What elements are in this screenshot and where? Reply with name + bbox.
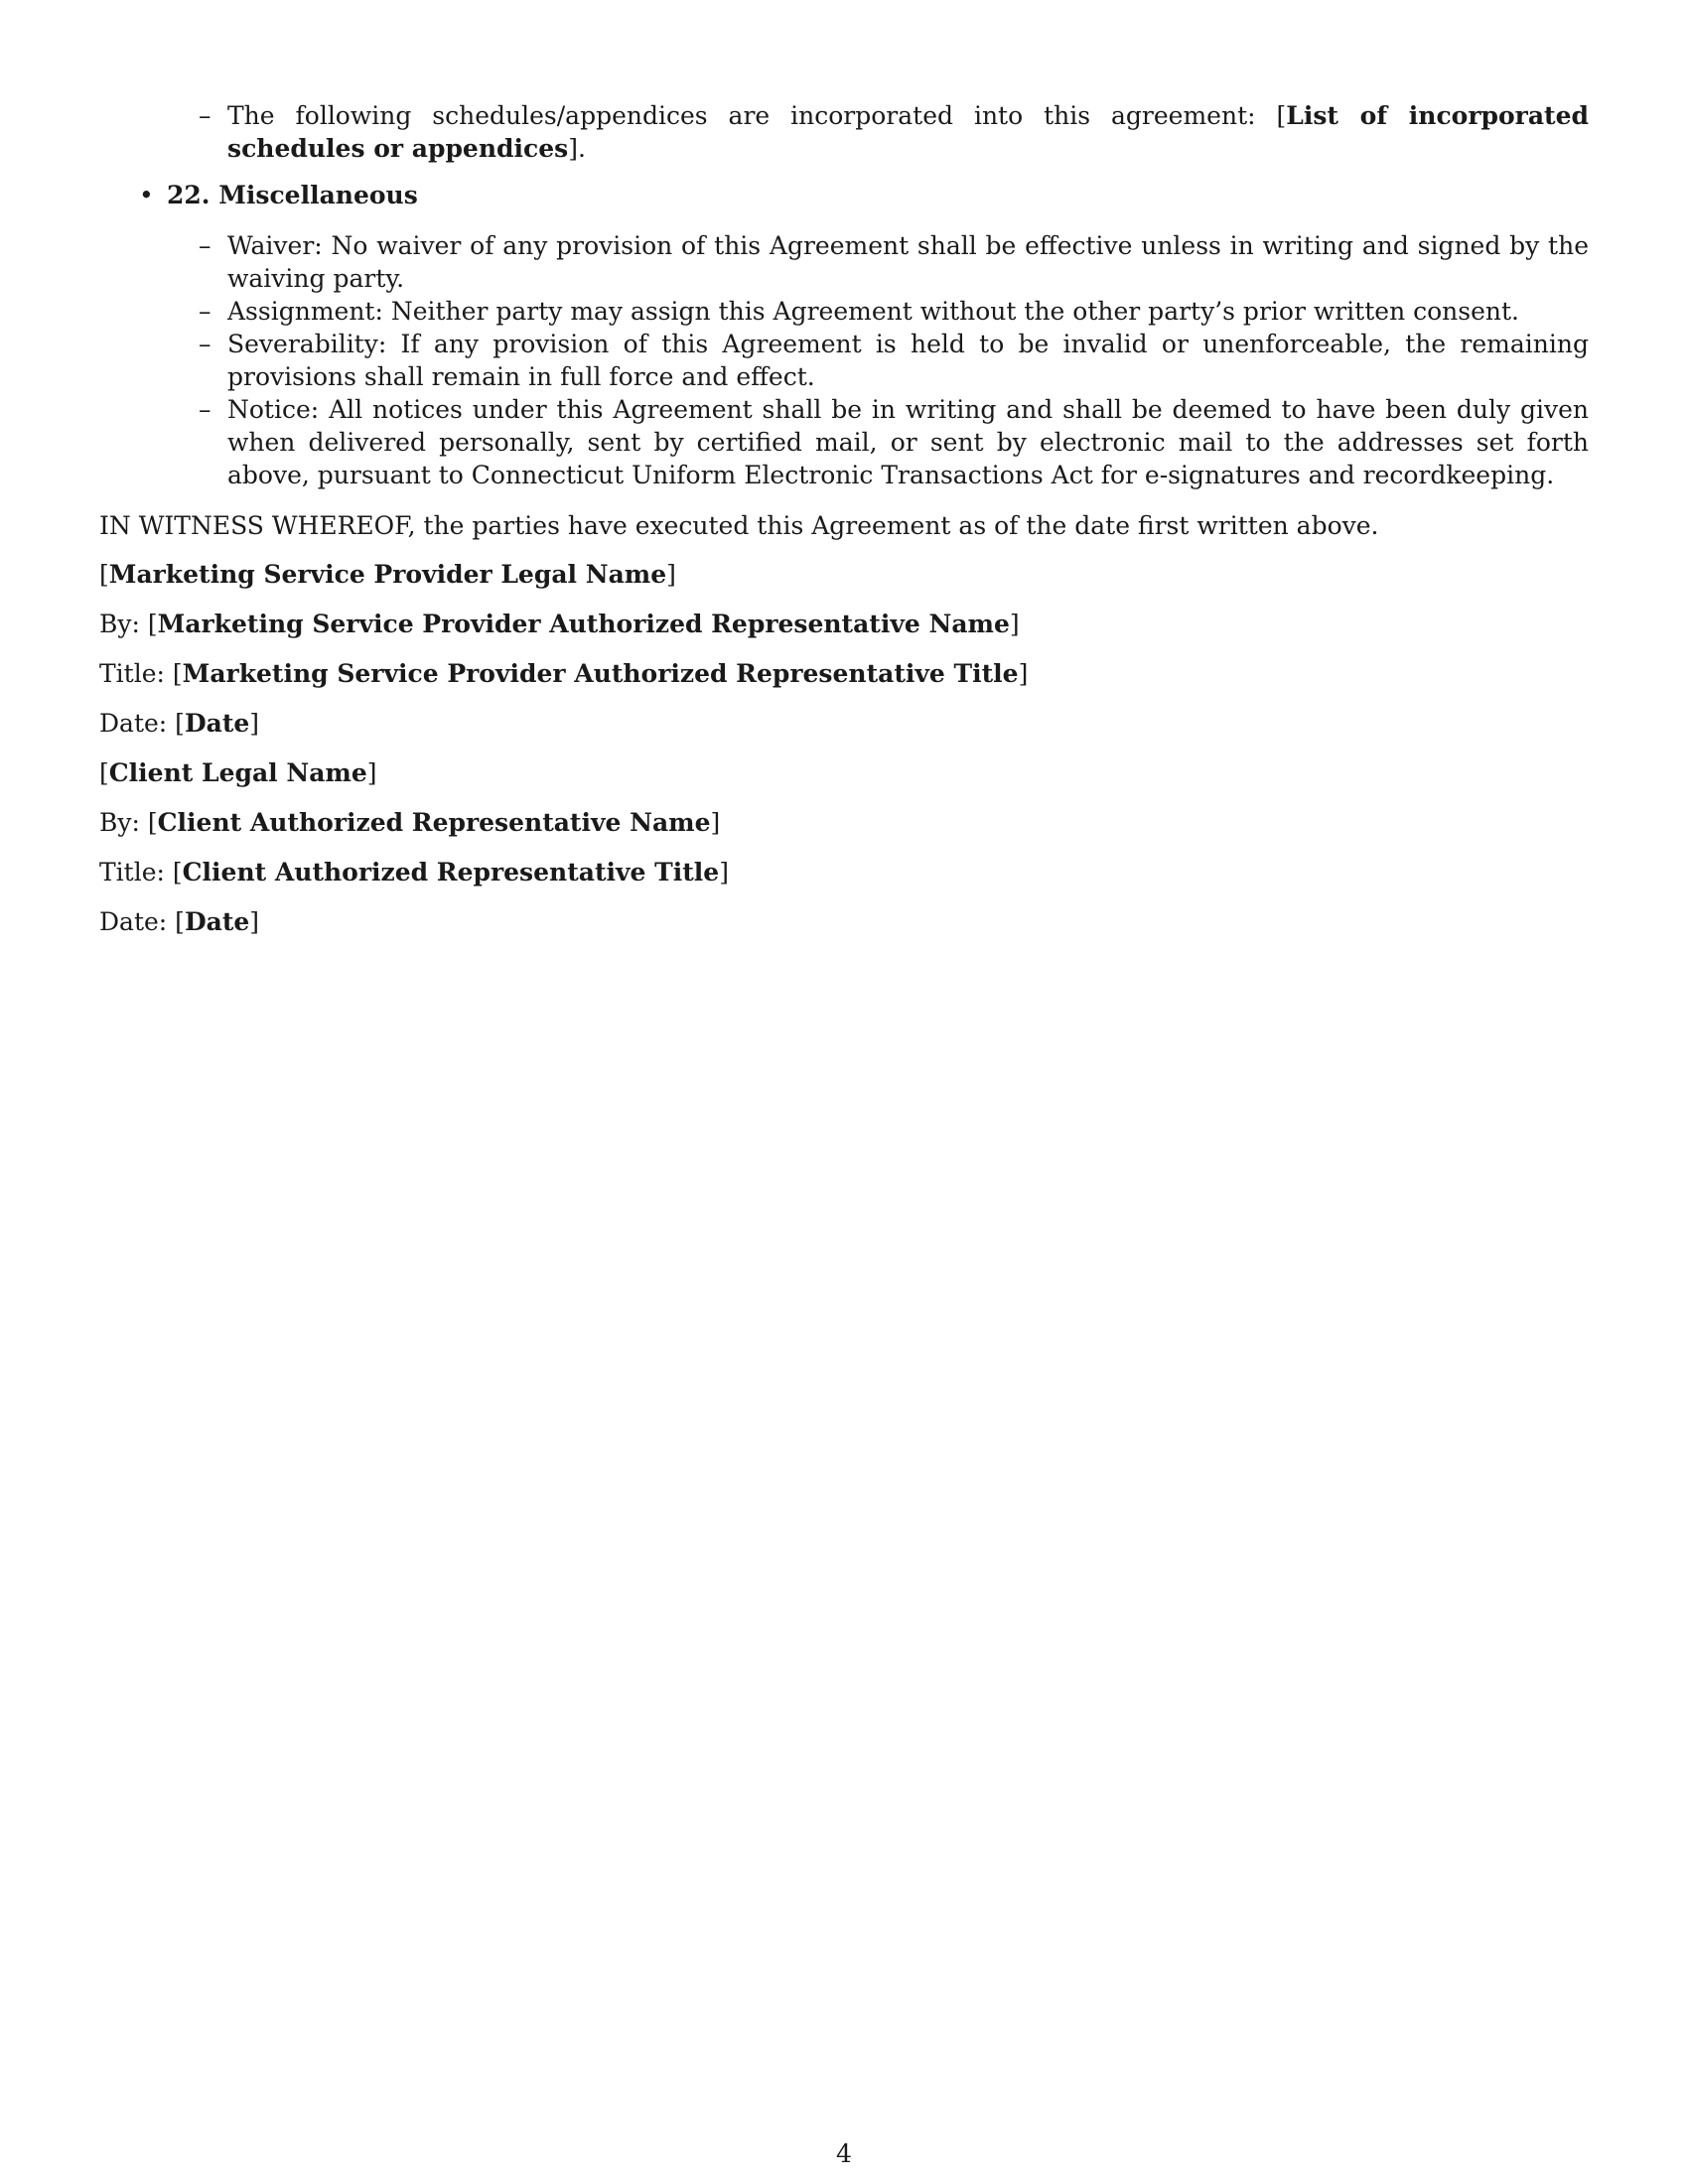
- provider-date: Date: [184, 709, 250, 738]
- client-legal-name-line: [99, 756, 1589, 789]
- close-bracket: ]: [366, 758, 377, 787]
- open-bracket: [: [99, 758, 109, 787]
- provider-legal-name-line: [99, 558, 1589, 591]
- incorporated-schedules-text: The following schedules/appendices are incorporated into this agreement:: [227, 101, 1277, 130]
- close-bracket: ]: [710, 808, 721, 837]
- dash-marker: –: [199, 297, 211, 326]
- miscellaneous-list: [99, 229, 1589, 491]
- list-item-notice: [99, 393, 1589, 491]
- provider-rep-name: Marketing Service Provider Authorized Representative Name: [157, 610, 1010, 638]
- date-label: Date:: [99, 709, 176, 738]
- close-bracket: ]: [1009, 610, 1020, 638]
- client-by-line: [99, 806, 1589, 839]
- open-bracket: [: [175, 907, 185, 936]
- dash-marker: –: [199, 330, 211, 358]
- open-bracket: [: [1276, 101, 1287, 130]
- provider-title-line: [99, 657, 1589, 690]
- list-item-waiver: [99, 229, 1589, 295]
- incorporated-schedules-item: [99, 99, 1589, 165]
- by-label: By:: [99, 610, 148, 638]
- close-bracket: ]: [249, 907, 260, 936]
- open-bracket: [: [172, 858, 183, 887]
- client-title-line: [99, 856, 1589, 888]
- provider-legal-name: Marketing Service Provider Legal Name: [108, 560, 667, 589]
- list-item-text: Assignment: Neither party may assign this Agreement without the other party’s prior written consent.: [227, 297, 1519, 326]
- title-label: Title:: [99, 659, 173, 688]
- list-item-text: Waiver: No waiver of any provision of this Agreement shall be effective unless in writing and signed by the waiving party.: [227, 231, 1589, 293]
- dash-marker: –: [199, 395, 211, 424]
- open-bracket: [: [147, 610, 158, 638]
- open-bracket: [: [175, 709, 185, 738]
- list-item-severability: [99, 328, 1589, 393]
- open-bracket: [: [147, 808, 158, 837]
- dash-marker: –: [199, 231, 211, 260]
- provider-by-line: [99, 608, 1589, 640]
- dash-marker: –: [199, 101, 211, 130]
- list-item-text: Severability: If any provision of this Agreement is held to be invalid or unenforceable, the remaining provisions shall remain in full force and effect.: [227, 330, 1589, 391]
- section-heading-text: 22. Miscellaneous: [167, 181, 418, 209]
- close-bracket: ]: [249, 709, 260, 738]
- client-rep-title: Client Authorized Representative Title: [182, 858, 720, 887]
- list-item-assignment: [99, 295, 1589, 328]
- list-item-text: Notice: All notices under this Agreement shall be in writing and shall be deemed to have been duly given when delivered personally, sent by certified mail, or sent by electronic mail to the addresses set forth above, pursuant to Connecticut Uniform Electronic Transactions Act for e-signatures and recordkeeping.: [227, 395, 1589, 489]
- incorporated-schedules-placeholder: List of incorporated schedules or appendices: [227, 101, 1589, 163]
- document-page: [99, 99, 1589, 2134]
- witness-statement: IN WITNESS WHEREOF, the parties have executed this Agreement as of the date first written above.: [99, 511, 1379, 540]
- by-label: By:: [99, 808, 148, 837]
- client-legal-name: Client Legal Name: [108, 758, 367, 787]
- provider-date-line: [99, 707, 1589, 740]
- open-bracket: [: [172, 659, 183, 688]
- client-rep-name: Client Authorized Representative Name: [157, 808, 711, 837]
- section-miscellaneous: [99, 179, 1589, 491]
- page-number: 4: [836, 2139, 852, 2168]
- title-label: Title:: [99, 858, 173, 887]
- close-bracket: ]: [719, 858, 729, 887]
- bullet-marker: •: [139, 181, 154, 209]
- close-bracket: ]: [666, 560, 676, 589]
- client-date: Date: [184, 907, 250, 936]
- open-bracket: [: [99, 560, 109, 589]
- close-bracket: ]: [1018, 659, 1029, 688]
- close-bracket: ].: [568, 134, 586, 163]
- client-date-line: [99, 905, 1589, 938]
- section-heading: [99, 179, 1589, 211]
- provider-rep-title: Marketing Service Provider Authorized Representative Title: [182, 659, 1019, 688]
- date-label: Date:: [99, 907, 176, 936]
